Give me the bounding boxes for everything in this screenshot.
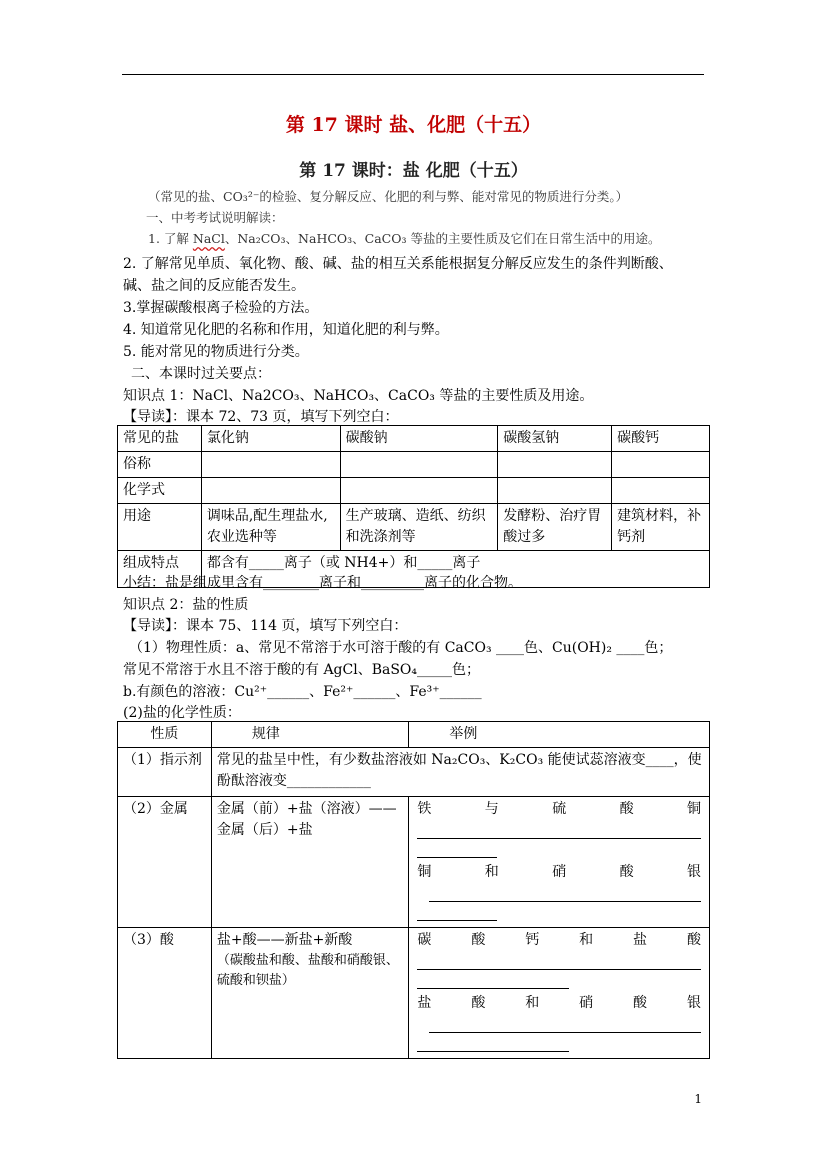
use-cell: 发酵粉、治疗胃酸过多 <box>498 504 612 551</box>
example-char: 硝 <box>552 864 567 880</box>
requirement-3: 3.掌握碳酸根离子检验的方法。 <box>123 300 319 316</box>
example-char: 铁 <box>417 801 432 817</box>
table-header-cell: 碳酸氢钠 <box>498 426 612 452</box>
metal-rule: 金属（前）+盐（溶液）——金属（后）+盐 <box>211 797 409 928</box>
composition-cell: 都含有_____离子（或 NH4+）和_____离子 <box>201 551 709 588</box>
blank-cell[interactable] <box>340 452 498 478</box>
acid-rule-note: （碳酸盐和酸、盐酸和硝酸银、硫酸和钡盐） <box>216 953 399 988</box>
property-indicator: （1）指示剂 <box>118 748 212 797</box>
table-row <box>118 478 710 504</box>
example-char: 酸 <box>686 932 701 948</box>
answer-line[interactable] <box>429 1014 701 1033</box>
row-label-composition: 组成特点 <box>118 551 202 588</box>
example-char: 铜 <box>686 801 701 817</box>
requirement-1: 1. 了解 NaCl、Na₂CO₃、NaHCO₃、CaCO₃ 等盐的主要性质及它们在日常生活中的用途。 <box>148 231 661 246</box>
example-char: 银 <box>686 995 701 1011</box>
example-line <box>417 930 701 951</box>
requirement-4: 4. 知道常见化肥的名称和作用，知道化肥的利与弊。 <box>123 322 449 338</box>
knowledge-point-1: 知识点 1：NaCl、Na2CO₃、NaHCO₃、CaCO₃ 等盐的主要性质及用途。 <box>123 388 594 404</box>
acid-examples <box>409 928 710 1059</box>
answer-line[interactable] <box>417 820 701 839</box>
example-char: 铜 <box>417 864 432 880</box>
table-row <box>118 504 710 551</box>
table-header-cell: 碳酸钙 <box>612 426 710 452</box>
example-line <box>417 799 701 820</box>
table-row <box>118 928 710 1059</box>
requirement-2-line1: 2. 了解常见单质、氧化物、酸、碱、盐的相互关系能根据复分解反应发生的条件判断酸、 <box>123 256 673 272</box>
page-number: 1 <box>694 1092 702 1106</box>
example-char: 酸 <box>619 864 634 880</box>
table-row <box>118 797 710 928</box>
example-char: 和 <box>484 864 499 880</box>
physical-property-a2: 常见不常溶于水且不溶于酸的有 AgCl、BaSO₄_____色； <box>123 662 481 678</box>
table-header-cell: 举例 <box>409 722 710 748</box>
example-char: 硫 <box>552 801 567 817</box>
answer-line[interactable] <box>417 951 701 970</box>
example-char: 盐 <box>417 995 432 1011</box>
blank-cell[interactable] <box>498 452 612 478</box>
table-row <box>118 452 710 478</box>
blank-cell[interactable] <box>201 452 340 478</box>
requirement-5: 5. 能对常见的物质进行分类。 <box>123 344 309 360</box>
blank-cell[interactable] <box>201 478 340 504</box>
table-row <box>118 722 710 748</box>
answer-line[interactable] <box>417 1033 569 1052</box>
table-row <box>118 748 710 797</box>
header-rule <box>122 74 704 75</box>
use-cell: 生产玻璃、造纸、纺织和洗涤剂等 <box>340 504 498 551</box>
acid-rule <box>211 928 409 1059</box>
table-header-cell: 性质 <box>118 722 212 748</box>
requirement-2-line2: 碱、盐之间的反应能否发生。 <box>123 278 305 294</box>
property-metal: （2）金属 <box>118 797 212 928</box>
chemical-properties-table <box>117 721 710 1059</box>
example-char: 硝 <box>579 995 594 1011</box>
answer-line[interactable] <box>417 902 497 921</box>
example-char: 酸 <box>619 801 634 817</box>
section-1-heading: 一、中考考试说明解读： <box>146 210 284 225</box>
blank-cell[interactable] <box>612 478 710 504</box>
row-label-formula: 化学式 <box>118 478 202 504</box>
table-header-cell: 碳酸钠 <box>340 426 498 452</box>
answer-line[interactable] <box>417 970 569 989</box>
example-line <box>417 862 701 883</box>
table-row <box>118 426 710 452</box>
section-2-heading: 二、本课时过关要点： <box>131 366 271 382</box>
example-char: 和 <box>525 995 540 1011</box>
guide-2: 【导读】：课本 75、114 页，填写下列空白： <box>123 618 408 634</box>
example-char: 钙 <box>525 932 540 948</box>
use-cell: 建筑材料，补钙剂 <box>612 504 710 551</box>
answer-line[interactable] <box>429 883 701 902</box>
blank-cell[interactable] <box>340 478 498 504</box>
row-label-use: 用途 <box>118 504 202 551</box>
chemical-properties-heading: (2)盐的化学性质： <box>123 705 241 721</box>
knowledge-point-2: 知识点 2：盐的性质 <box>123 597 249 613</box>
table-header-cell: 规律 <box>211 722 409 748</box>
example-char: 和 <box>579 932 594 948</box>
page-subtitle: 第 17 课时：盐 化肥（十五） <box>299 161 528 181</box>
table-header-cell: 氯化钠 <box>201 426 340 452</box>
indicator-rule: 常见的盐呈中性，有少数盐溶液如 Na₂CO₃、K₂CO₃ 能使试蕊溶液变____，使酚酞溶液变____________ <box>211 748 709 797</box>
summary: 小结：盐是组成里含有________离子和_________离子的化合物。 <box>123 575 522 591</box>
metal-examples <box>409 797 710 928</box>
example-char: 酸 <box>471 932 486 948</box>
physical-property-a: （1）物理性质：a、常见不常溶于水可溶于酸的有 CaCO₃ ____色、Cu(OH)₂ ____色； <box>129 640 673 656</box>
guide-1: 【导读】：课本 72、73 页，填写下列空白： <box>123 409 399 425</box>
example-char: 与 <box>484 801 499 817</box>
blank-cell[interactable] <box>498 478 612 504</box>
example-char: 银 <box>686 864 701 880</box>
use-cell: 调味品,配生理盐水,农业选种等 <box>201 504 340 551</box>
salts-table <box>117 425 710 588</box>
row-label-alias: 俗称 <box>118 452 202 478</box>
example-char: 盐 <box>633 932 648 948</box>
blank-cell[interactable] <box>612 452 710 478</box>
example-char: 碳 <box>417 932 432 948</box>
property-acid: （3）酸 <box>118 928 212 1059</box>
intro-text: （常见的盐、CO₃²⁻的检验、复分解反应、化肥的利与弊、能对常见的物质进行分类。） <box>148 189 629 204</box>
acid-rule-line: 盐+酸——新盐+新酸 <box>216 932 353 948</box>
example-line <box>417 993 701 1014</box>
physical-property-b: b.有颜色的溶液：Cu²⁺______、Fe²⁺______、Fe³⁺______ <box>123 684 482 700</box>
example-char: 酸 <box>633 995 648 1011</box>
page-title: 第 17 课时 盐、化肥（十五） <box>285 114 542 136</box>
table-header-cell: 常见的盐 <box>118 426 202 452</box>
example-char: 酸 <box>471 995 486 1011</box>
answer-line[interactable] <box>417 839 497 858</box>
